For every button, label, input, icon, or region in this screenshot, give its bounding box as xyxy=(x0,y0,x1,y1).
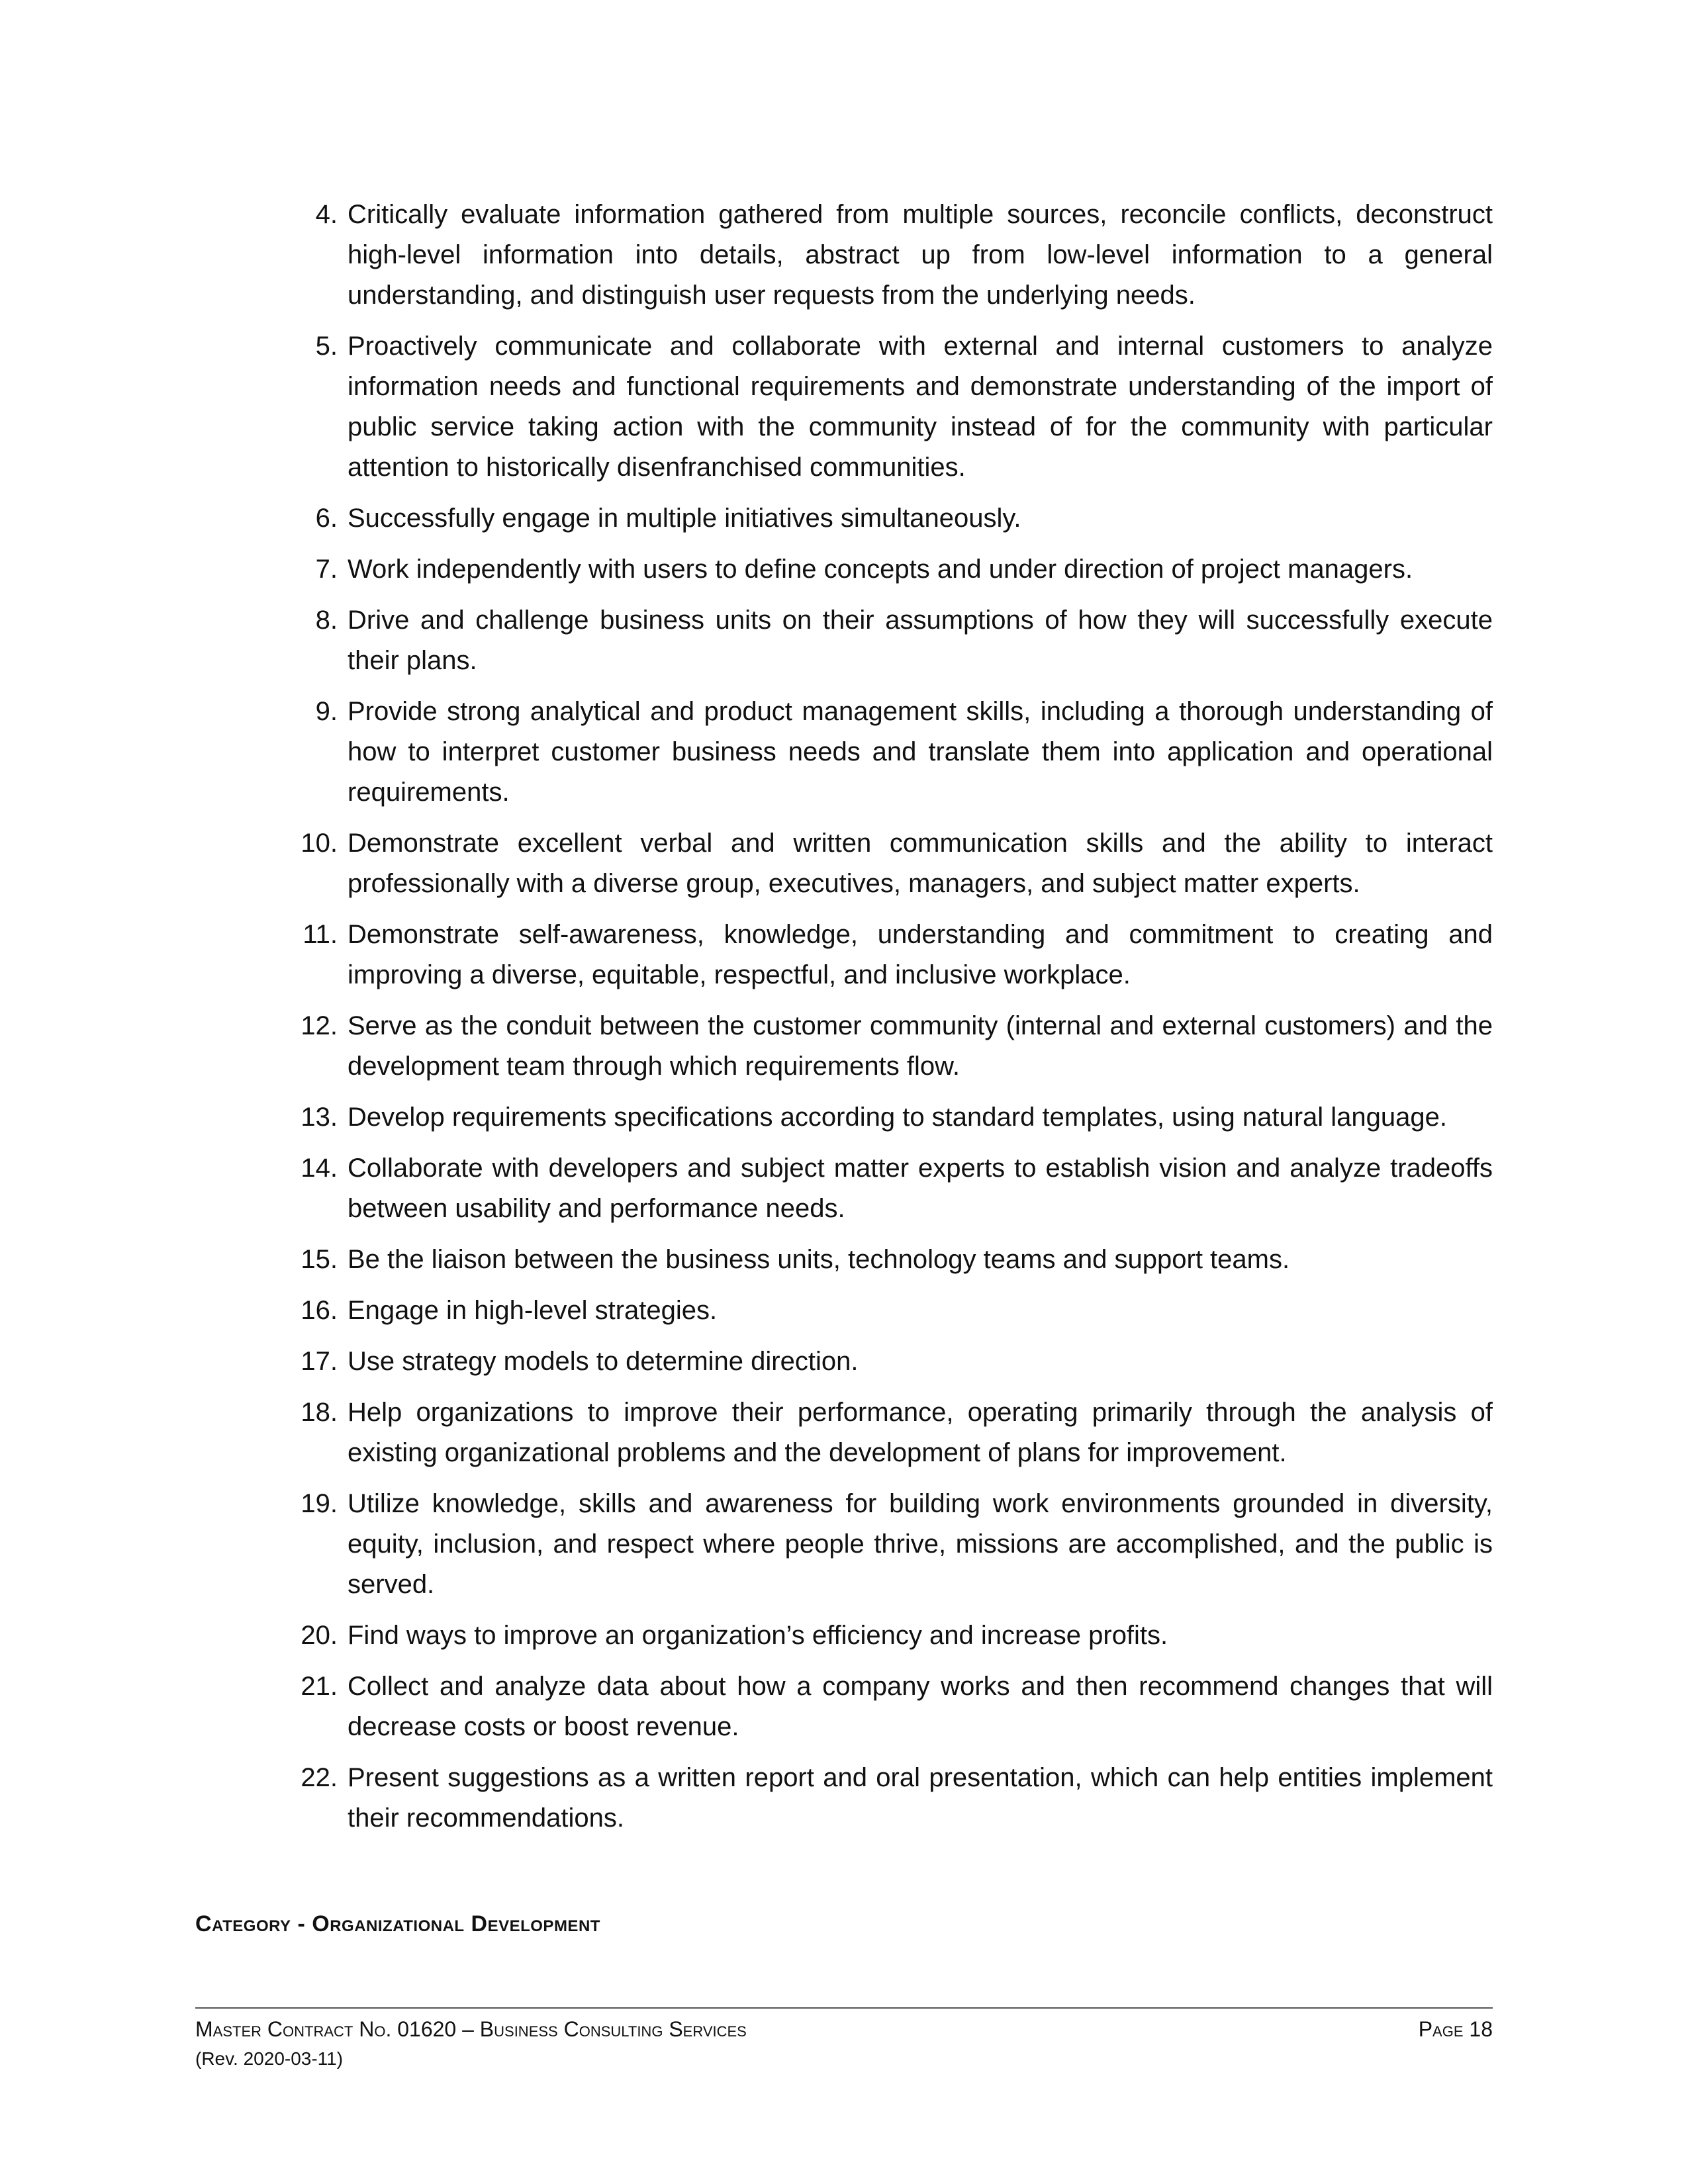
document-body xyxy=(285,195,1493,1849)
list-item xyxy=(285,915,1493,995)
item-number: 8. xyxy=(315,606,338,635)
category-heading: Category - Organizational Development xyxy=(195,1911,600,1936)
item-text: Provide strong analytical and product management skills, including a thorough understanding of how to interpret customer business needs and translate them into application and operational requirements. xyxy=(348,697,1493,807)
item-text: Collaborate with developers and subject matter experts to establish vision and analyze tradeoffs between usability and performance needs. xyxy=(348,1154,1493,1223)
item-text: Serve as the conduit between the customer community (internal and external customers) and the development team through which requirements flow. xyxy=(348,1011,1493,1081)
list-item xyxy=(285,823,1493,904)
item-number: 15. xyxy=(301,1245,338,1274)
list-item xyxy=(285,692,1493,813)
item-number: 7. xyxy=(315,555,338,584)
footer-revision: (Rev. 2020-03-11) xyxy=(195,2048,344,2069)
item-text: Demonstrate excellent verbal and written communication skills and the ability to interact professionally with a diverse group, executives, managers, and subject matter experts. xyxy=(348,829,1493,898)
footer-divider xyxy=(195,2007,1493,2009)
list-item xyxy=(285,326,1493,488)
item-text: Successfully engage in multiple initiatives simultaneously. xyxy=(348,504,1021,533)
item-number: 17. xyxy=(301,1347,338,1376)
item-text: Critically evaluate information gathered from multiple sources, reconcile conflicts, deconstruct high-level information into details, abstract up from low-level information to a general understanding, and distinguish user requests from the underlying needs. xyxy=(348,200,1493,310)
item-text: Utilize knowledge, skills and awareness for building work environments grounded in diversity, equity, inclusion, and respect where people thrive, missions are accomplished, and the public is served. xyxy=(348,1489,1493,1599)
item-number: 22. xyxy=(301,1763,338,1792)
list-item xyxy=(285,1615,1493,1656)
item-text: Be the liaison between the business units, technology teams and support teams. xyxy=(348,1245,1290,1274)
item-number: 13. xyxy=(301,1103,338,1132)
item-number: 5. xyxy=(315,332,338,361)
item-number: 4. xyxy=(315,200,338,229)
item-text: Help organizations to improve their performance, operating primarily through the analysis of existing organizational problems and the development of plans for improvement. xyxy=(348,1398,1493,1467)
list-item xyxy=(285,498,1493,539)
item-number: 12. xyxy=(301,1011,338,1040)
list-item xyxy=(285,1148,1493,1229)
item-number: 18. xyxy=(301,1398,338,1427)
item-text: Engage in high-level strategies. xyxy=(348,1296,718,1325)
item-number: 6. xyxy=(315,504,338,533)
list-item xyxy=(285,1666,1493,1747)
list-item xyxy=(285,600,1493,681)
list-item xyxy=(285,549,1493,590)
item-number: 19. xyxy=(301,1489,338,1518)
list-item xyxy=(285,1240,1493,1280)
item-text: Work independently with users to define concepts and under direction of project managers. xyxy=(348,555,1413,584)
item-text: Find ways to improve an organization’s efficiency and increase profits. xyxy=(348,1621,1168,1650)
item-number: 11. xyxy=(303,920,338,949)
footer-page-number: Page 18 xyxy=(1418,2017,1493,2041)
item-number: 14. xyxy=(301,1154,338,1183)
list-item xyxy=(285,1006,1493,1087)
list-item xyxy=(285,1392,1493,1473)
list-item xyxy=(285,1342,1493,1382)
item-text: Develop requirements specifications according to standard templates, using natural language. xyxy=(348,1103,1447,1132)
item-text: Collect and analyze data about how a company works and then recommend changes that will decrease costs or boost revenue. xyxy=(348,1672,1493,1741)
list-item xyxy=(285,1484,1493,1605)
list-item xyxy=(285,195,1493,316)
item-number: 9. xyxy=(315,697,338,726)
list-item xyxy=(285,1097,1493,1138)
item-text: Proactively communicate and collaborate with external and internal customers to analyze information needs and functional requirements and demonstrate understanding of the import of public service taking action with the community instead of for the community with particular attention to historically disenfranchised communities. xyxy=(348,332,1493,482)
item-number: 10. xyxy=(301,829,338,858)
list-item xyxy=(285,1758,1493,1839)
item-number: 16. xyxy=(301,1296,338,1325)
item-text: Drive and challenge business units on their assumptions of how they will successfully execute their plans. xyxy=(348,606,1493,675)
list-item xyxy=(285,1291,1493,1331)
item-number: 21. xyxy=(301,1672,338,1701)
requirements-list xyxy=(285,195,1493,1839)
item-number: 20. xyxy=(301,1621,338,1650)
item-text: Demonstrate self-awareness, knowledge, understanding and commitment to creating and improving a diverse, equitable, respectful, and inclusive workplace. xyxy=(348,920,1493,989)
item-text: Use strategy models to determine direction. xyxy=(348,1347,859,1376)
footer-contract-title: Master Contract No. 01620 – Business Consulting Services xyxy=(195,2017,747,2041)
item-text: Present suggestions as a written report and oral presentation, which can help entities implement their recommendations. xyxy=(348,1763,1493,1833)
